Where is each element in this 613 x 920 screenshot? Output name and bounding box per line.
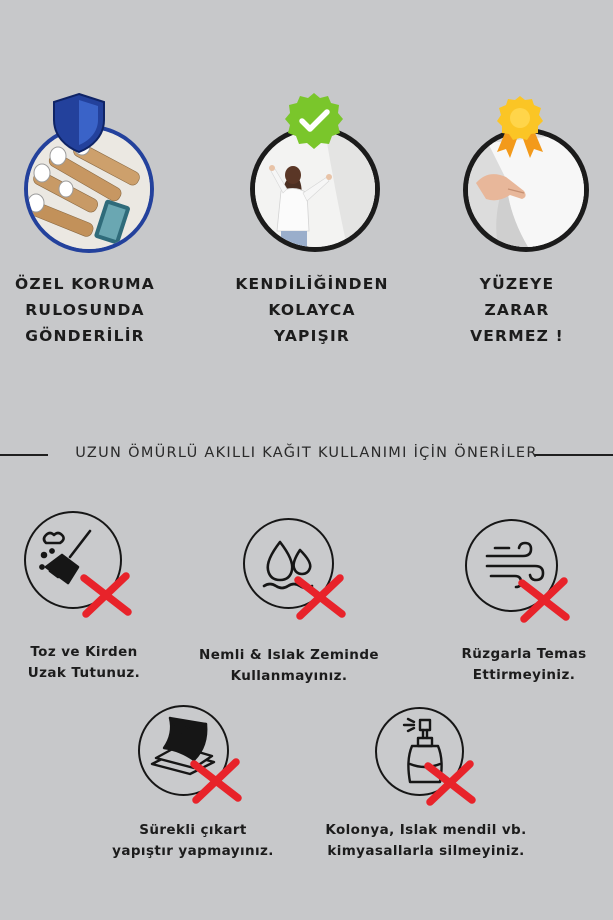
shield-icon xyxy=(50,92,108,154)
award-ribbon-icon xyxy=(491,94,549,160)
tip-label-dust: Toz ve Kirden Uzak Tutunuz. xyxy=(27,644,141,681)
section-title: UZUN ÖMÜRLÜ AKILLI KAĞIT KULLANIMI İÇİN ÖNERİLER xyxy=(75,445,538,461)
tip-label-peel: Sürekli çıkart yapıştır yapmayınız. xyxy=(112,822,274,859)
cross-mark-icon xyxy=(292,574,348,620)
tip-label-chemicals: Kolonya, Islak mendil vb. kimyasallarla silmeyiniz. xyxy=(325,822,527,859)
tip-label-humid: Nemli & Islak Zeminde Kullanmayınız. xyxy=(199,647,379,684)
cross-mark-icon xyxy=(188,758,244,804)
check-badge-icon xyxy=(283,91,345,153)
section-header-recommendations xyxy=(0,443,613,467)
cross-mark-icon xyxy=(78,572,134,618)
feature-title-protection: ÖZEL KORUMA RULOSUNDA GÖNDERİLİR xyxy=(15,275,155,345)
feature-title-self-adhesive: KENDİLİĞİNDEN KOLAYCA YAPIŞIR xyxy=(235,275,389,345)
tip-label-wind: Rüzgarla Temas Ettirmeyiniz. xyxy=(461,646,587,683)
cross-mark-icon xyxy=(516,577,572,623)
feature-title-surface-safe: YÜZEYE ZARAR VERMEZ ! xyxy=(470,275,564,345)
cross-mark-icon xyxy=(422,760,478,806)
